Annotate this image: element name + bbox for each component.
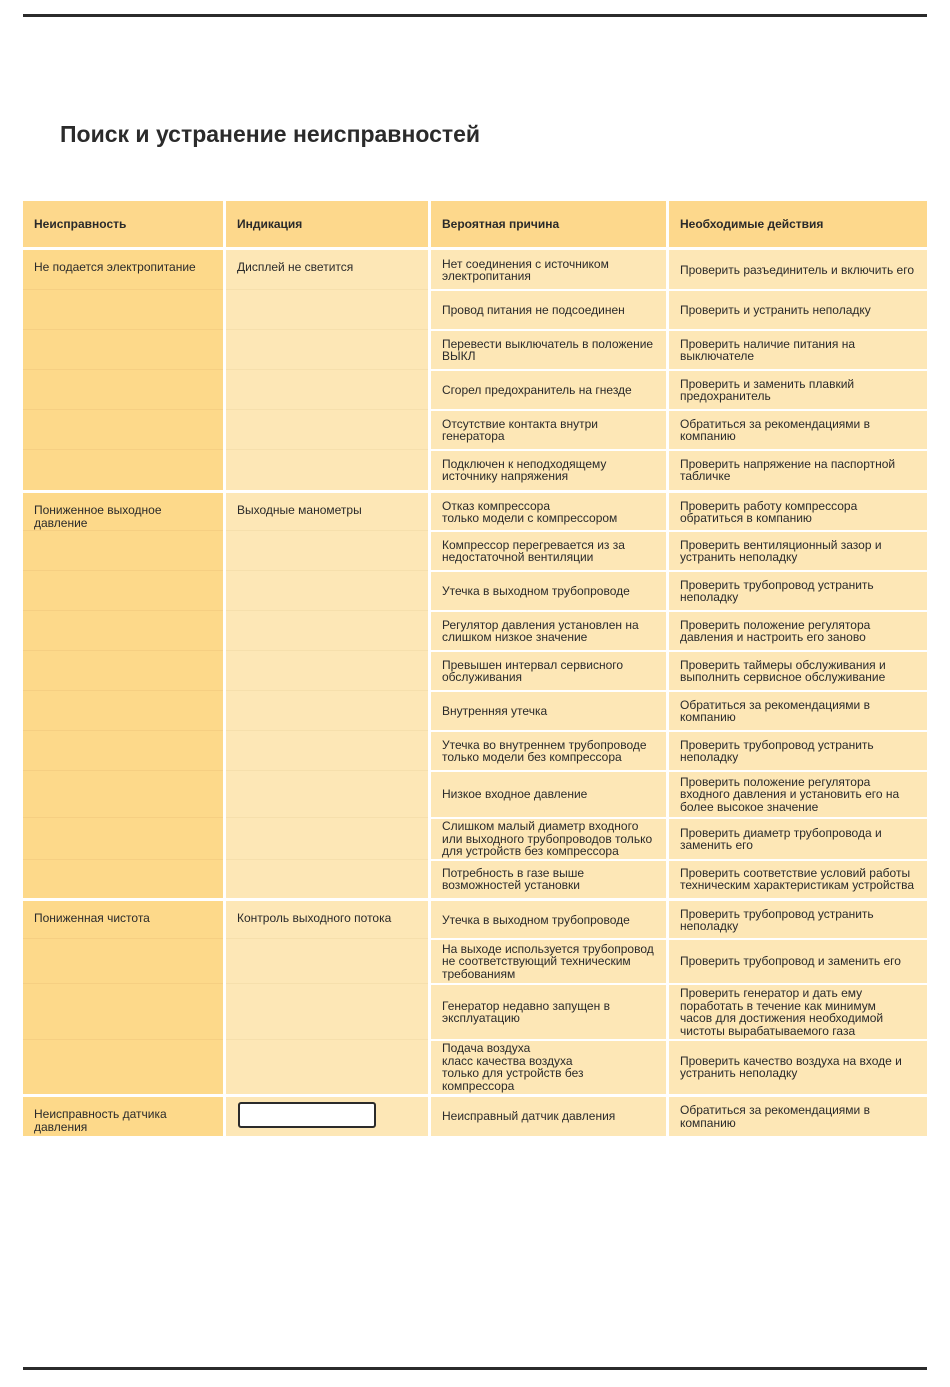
row-divider (226, 329, 428, 330)
troubleshooting-table (23, 201, 927, 1137)
action-cell: Проверить генератор и дать ему поработать в течение как минимум часов для достижения необходимой чистоты вырабатываемого газа (669, 984, 927, 1040)
row-divider (226, 770, 428, 771)
action-cell: Проверить и заменить плавкий предохранитель (669, 370, 927, 410)
page-title: Поиск и устранение неисправностей (60, 121, 481, 147)
row-divider (226, 938, 428, 939)
cause-cell: Превышен интервал сервисного обслуживания (431, 651, 666, 691)
row-divider (431, 289, 927, 291)
fault-cell: Неисправность датчика давления (23, 1097, 223, 1136)
row-divider (431, 983, 927, 985)
row-divider (431, 938, 927, 940)
row-divider (23, 690, 223, 691)
action-cell: Проверить вентиляционный зазор и устранить неполадку (669, 531, 927, 571)
row-divider (431, 817, 927, 819)
row-divider (431, 530, 927, 532)
row-divider (431, 650, 927, 652)
row-divider (431, 610, 927, 612)
row-divider (431, 770, 927, 772)
cause-cell: Внутренняя утечка (431, 691, 666, 731)
cause-cell: Отсутствие контакта внутри генератора (431, 410, 666, 450)
cause-cell: Подача воздуха класс качества воздуха только для устройств без компрессора (431, 1040, 666, 1094)
action-cell: Проверить и устранить неполадку (669, 290, 927, 330)
row-divider (431, 730, 927, 732)
action-cell: Обратиться за рекомендациями в компанию (669, 1097, 927, 1136)
row-divider (226, 650, 428, 651)
row-divider (23, 610, 223, 611)
cause-cell: Перевести выключатель в положение ВЫКЛ (431, 330, 666, 370)
action-cell: Проверить разъединитель и включить его (669, 250, 927, 290)
top-rule (23, 14, 927, 17)
row-divider (431, 369, 927, 371)
row-divider (431, 329, 927, 331)
row-divider (23, 983, 223, 984)
row-divider (226, 610, 428, 611)
cause-cell: Низкое входное давление (431, 771, 666, 818)
row-divider (23, 1039, 223, 1040)
indication-cell: Выходные манометры (226, 493, 428, 898)
row-divider (23, 289, 223, 290)
row-divider (23, 859, 223, 860)
row-divider (226, 369, 428, 370)
row-divider (226, 859, 428, 860)
header-cause: Вероятная причина (431, 201, 666, 247)
row-divider (23, 409, 223, 410)
cause-cell: Потребность в газе выше возможностей установки (431, 860, 666, 898)
header-indication: Индикация (226, 201, 428, 247)
cause-cell: Компрессор перегревается из за недостаточной вентиляции (431, 531, 666, 571)
row-divider (431, 409, 927, 411)
action-cell: Проверить соответствие условий работы техническим характеристикам устройства (669, 860, 927, 898)
row-divider (431, 859, 927, 861)
fault-cell: Не подается электропитание (23, 250, 223, 490)
cause-cell: На выходе используется трубопровод не соответствующий техническим требованиям (431, 939, 666, 984)
row-divider (23, 570, 223, 571)
action-cell: Проверить таймеры обслуживания и выполнить сервисное обслуживание (669, 651, 927, 691)
action-cell: Проверить положение регулятора давления и настроить его заново (669, 611, 927, 651)
row-divider (23, 730, 223, 731)
cause-cell: Провод питания не подсоединен (431, 290, 666, 330)
fault-cell: Пониженное выходное давление (23, 493, 223, 898)
cause-cell: Утечка во внутреннем трубопроводе только модели без компрессора (431, 731, 666, 771)
indication-cell (226, 1097, 428, 1136)
row-divider (431, 570, 927, 572)
row-divider (23, 650, 223, 651)
cause-cell: Отказ компрессора только модели с компрессором (431, 493, 666, 531)
header-fault: Неисправность (23, 201, 223, 247)
row-divider (226, 983, 428, 984)
row-divider (23, 329, 223, 330)
row-divider (23, 938, 223, 939)
action-cell: Обратиться за рекомендациями в компанию (669, 691, 927, 731)
row-divider (226, 449, 428, 450)
row-divider (431, 690, 927, 692)
cause-cell: Утечка в выходном трубопроводе (431, 901, 666, 939)
cause-cell: Сгорел предохранитель на гнезде (431, 370, 666, 410)
cause-cell: Подключен к неподходящему источнику напряжения (431, 450, 666, 490)
cause-cell: Регулятор давления установлен на слишком низкое значение (431, 611, 666, 651)
action-cell: Проверить трубопровод устранить неполадку (669, 571, 927, 611)
row-divider (431, 1039, 927, 1041)
row-divider (226, 1039, 428, 1040)
action-cell: Проверить трубопровод устранить неполадку (669, 901, 927, 939)
indication-display-box (238, 1102, 376, 1128)
indication-cell: Дисплей не светится (226, 250, 428, 490)
row-divider (23, 817, 223, 818)
row-divider (226, 817, 428, 818)
row-divider (226, 289, 428, 290)
action-cell: Проверить диаметр трубопровода и заменить его (669, 818, 927, 860)
cause-cell: Генератор недавно запущен в эксплуатацию (431, 984, 666, 1040)
action-cell: Проверить качество воздуха на входе и устранить неполадку (669, 1040, 927, 1094)
row-divider (23, 449, 223, 450)
bottom-rule (23, 1367, 927, 1370)
header-action: Необходимые действия (669, 201, 927, 247)
action-cell: Проверить положение регулятора входного давления и установить его на более высокое значение (669, 771, 927, 818)
cause-cell: Утечка в выходном трубопроводе (431, 571, 666, 611)
action-cell: Проверить трубопровод и заменить его (669, 939, 927, 984)
action-cell: Проверить работу компрессора обратиться в компанию (669, 493, 927, 531)
row-divider (23, 369, 223, 370)
action-cell: Проверить трубопровод устранить неполадку (669, 731, 927, 771)
row-divider (431, 449, 927, 451)
action-cell: Проверить наличие питания на выключателе (669, 330, 927, 370)
row-divider (226, 530, 428, 531)
row-divider (226, 570, 428, 571)
cause-cell: Слишком малый диаметр входного или выходного трубопроводов только для устройств без компрессора (431, 818, 666, 860)
row-divider (226, 409, 428, 410)
indication-cell: Контроль выходного потока (226, 901, 428, 1094)
fault-cell: Пониженная чистота (23, 901, 223, 1094)
row-divider (226, 730, 428, 731)
action-cell: Проверить напряжение на паспортной табличке (669, 450, 927, 490)
row-divider (23, 770, 223, 771)
action-cell: Обратиться за рекомендациями в компанию (669, 410, 927, 450)
row-divider (23, 530, 223, 531)
cause-cell: Нет соединения с источником электропитания (431, 250, 666, 290)
row-divider (226, 690, 428, 691)
cause-cell: Неисправный датчик давления (431, 1097, 666, 1136)
